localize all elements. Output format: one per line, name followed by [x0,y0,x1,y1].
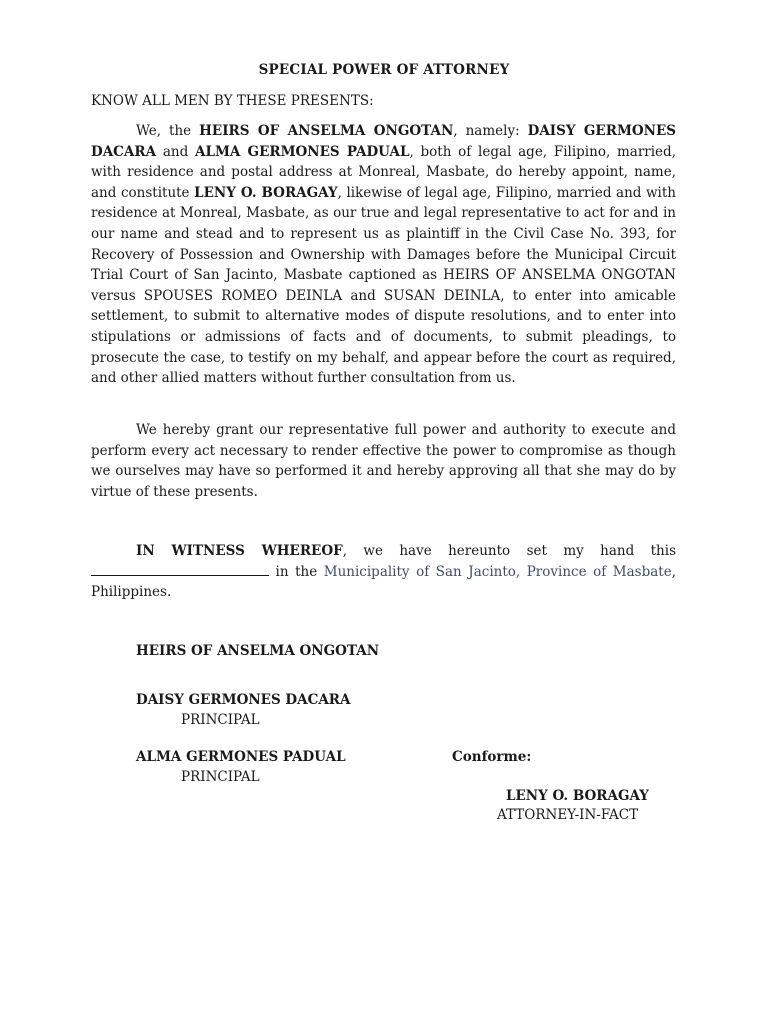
text-span: , namely: [453,123,528,139]
witness-heading: IN WITNESS WHEREOF [136,543,343,559]
text-span: We, the [136,123,200,139]
witness-place: Municipality of San Jacinto, Province of Masbate [323,563,672,580]
appointment-paragraph [91,121,676,389]
conforme-label: Conforme: [452,749,532,765]
text-span: , we have hereunto set my hand this [342,543,676,559]
witness-paragraph [91,541,676,603]
heirs-signature-heading: HEIRS OF ANSELMA ONGOTAN [136,643,380,659]
text-span: , Philippines. [91,563,676,601]
attorney-signature-name: LENY O. BORAGAY [506,788,649,804]
grant-paragraph: We hereby grant our representative full power and authority to execute and perform every act necessary to render effective the power to compromise as though we ourselves may have so performed it and hereby approving all that she may do by virtue of these presents. [91,422,676,500]
principal1-role: PRINCIPAL [181,712,260,728]
attorney-name: LENY O. BORAGAY [194,184,338,201]
document-title: SPECIAL POWER OF ATTORNEY [258,62,510,78]
principal2-name: ALMA GERMONES PADUAL [136,749,346,765]
heirs-name: HEIRS OF ANSELMA ONGOTAN [199,123,454,139]
principal1-name: DAISY GERMONES DACARA [136,692,351,708]
attorney-role: ATTORNEY-IN-FACT [497,807,639,823]
date-blank-line [91,563,269,576]
text-span: , likewise of legal age, Filipino, married and with residence at Monreal, Masbate, as our true and legal representative to act for and in our name and stead and to represent us as plaintiff in the Civil Case No. 393, for Recovery of Possession and Ownership with Damages before the Municipal Circuit Trial Court of San Jacinto, Masbate captioned as HEIRS OF ANSELMA ONGOTAN versus SPOUSES ROMEO DEINLA and SUSAN DEINLA, to enter into amicable settlement, to submit to alternative modes of dispute resolutions, and to enter into stipulations or admissions of facts and of documents, to submit pleadings, to prosecute the case, to testify on my behalf, and appear before the court as required, and other allied matters without further consultation from us. [91,184,676,387]
principal-name-2: ALMA GERMONES PADUAL [195,143,410,160]
text-span: in the [269,563,324,580]
text-span: and [156,143,195,160]
text-span: , both of legal age, Filipino, married, with residence and postal address at Monreal, Masbate, do hereby appoint, name, and constitute [91,143,676,201]
principal2-role: PRINCIPAL [181,769,260,785]
greeting: KNOW ALL MEN BY THESE PRESENTS: [91,93,374,109]
principal-name-1: DAISY GERMONES DACARA [91,123,677,160]
